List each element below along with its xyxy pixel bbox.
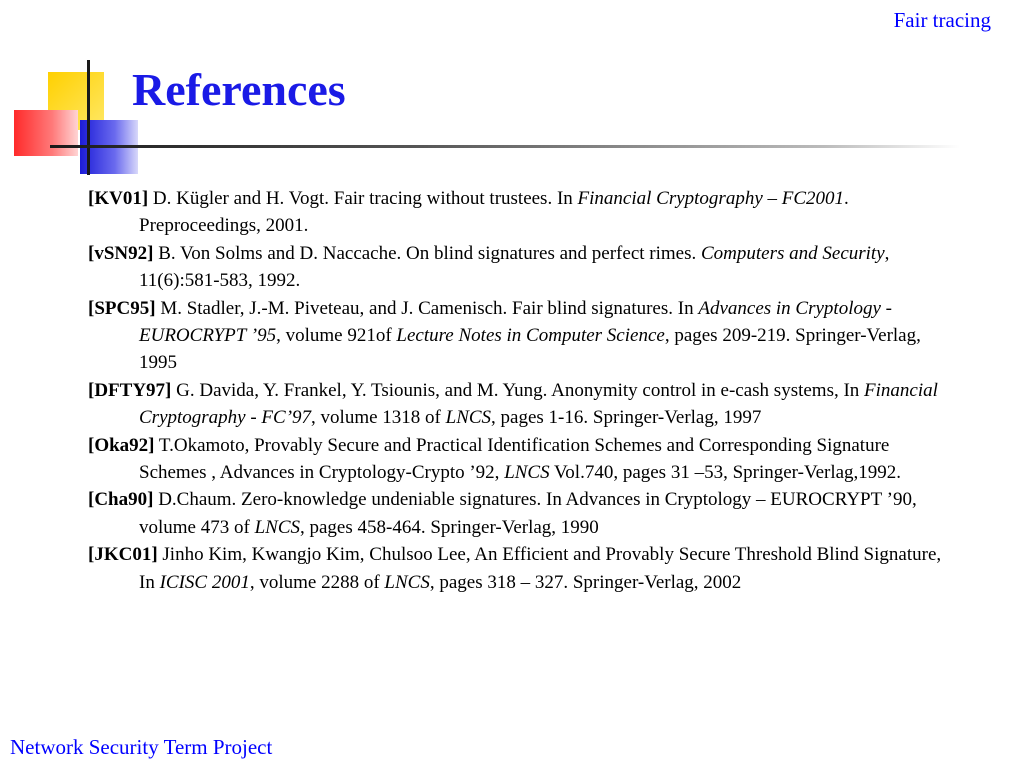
reference-text: , pages 458-464. Springer-Verlag, 1990 xyxy=(300,516,599,538)
reference-venue-text: Financial Cryptography – FC2001 xyxy=(577,188,845,209)
reference-text: , pages 318 – 327. Springer-Verlag, 2002 xyxy=(429,571,742,593)
reference-item xyxy=(88,185,948,240)
reference-key: [Oka92] xyxy=(88,434,155,456)
reference-text: . Preproceedings, 2001. xyxy=(139,188,849,237)
reference-text: , volume 921of xyxy=(276,325,397,347)
reference-text: Jinho Kim, Kwangjo Kim, Chulsoo Lee, An Efficient and Provably Secure Threshold Blind Signature, In xyxy=(139,544,942,593)
reference-text: T.Okamoto, Provably Secure and Practical Identification Schemes and Corresponding Signature Schemes , Advances in Cryptology-Crypto ’92, xyxy=(139,434,890,484)
reference-key: [DFTY97] xyxy=(88,379,172,401)
reference-text: , volume 2288 of xyxy=(249,571,385,593)
reference-text: , pages 1-16. Springer-Verlag, 1997 xyxy=(491,407,762,429)
reference-list xyxy=(88,185,948,596)
reference-key: [Cha90] xyxy=(88,489,154,511)
reference-venue-text: Financial Cryptography - FC’97 xyxy=(139,379,938,429)
reference-venue-text: LNCS xyxy=(384,571,430,593)
reference-venue-text: LNCS xyxy=(504,462,550,484)
reference-text: , pages 209-219. Springer-Verlag, 1995 xyxy=(139,325,921,374)
reference-item xyxy=(88,486,948,541)
reference-text: G. Davida, Y. Frankel, Y. Tsiounis, and M. Yung. Anonymity control in e-cash systems, In xyxy=(176,379,865,401)
reference-text: B. Von Solms and D. Naccache. On blind signatures and perfect rimes. xyxy=(158,242,701,264)
reference-text: Vol.740, pages 31 –53, Springer-Verlag,1992. xyxy=(549,462,902,484)
reference-venue-text: Computers and Security xyxy=(701,242,885,264)
slide-title: References xyxy=(132,64,346,115)
reference-text: D.Chaum. Zero-knowledge undeniable signatures. In Advances in Cryptology – EUROCRYPT ’90, volume 473 of xyxy=(139,489,917,538)
reference-key: [SPC95] xyxy=(88,297,156,319)
reference-item xyxy=(88,295,948,377)
reference-text: , volume 1318 of xyxy=(311,407,446,429)
reference-item xyxy=(88,240,948,295)
reference-venue-text: Lecture Notes in Computer Science xyxy=(396,325,665,347)
title-underline-rule xyxy=(50,145,960,148)
red-square-decoration xyxy=(14,110,78,156)
reference-item xyxy=(88,432,948,487)
reference-key: [JKC01] xyxy=(88,544,158,566)
reference-venue-text: LNCS xyxy=(254,516,300,538)
reference-key: [KV01] xyxy=(88,188,149,209)
slide-logo-decoration xyxy=(0,0,140,180)
reference-key: [vSN92] xyxy=(88,242,154,264)
header-label: Fair tracing xyxy=(893,8,991,32)
reference-venue-text: ICISC 2001 xyxy=(159,571,250,593)
vertical-rule xyxy=(87,60,90,175)
reference-item xyxy=(88,541,948,596)
reference-venue-text: LNCS xyxy=(445,407,492,429)
reference-text: , 11(6):581-583, 1992. xyxy=(139,242,890,292)
reference-text: M. Stadler, J.-M. Piveteau, and J. Camenisch. Fair blind signatures. In xyxy=(160,297,699,319)
footer-label: Network Security Term Project xyxy=(10,735,273,759)
reference-text: D. Kügler and H. Vogt. Fair tracing without trustees. In xyxy=(152,188,578,209)
reference-item xyxy=(88,377,948,432)
reference-venue-text: Advances in Cryptology - EUROCRYPT ’95 xyxy=(139,297,892,347)
